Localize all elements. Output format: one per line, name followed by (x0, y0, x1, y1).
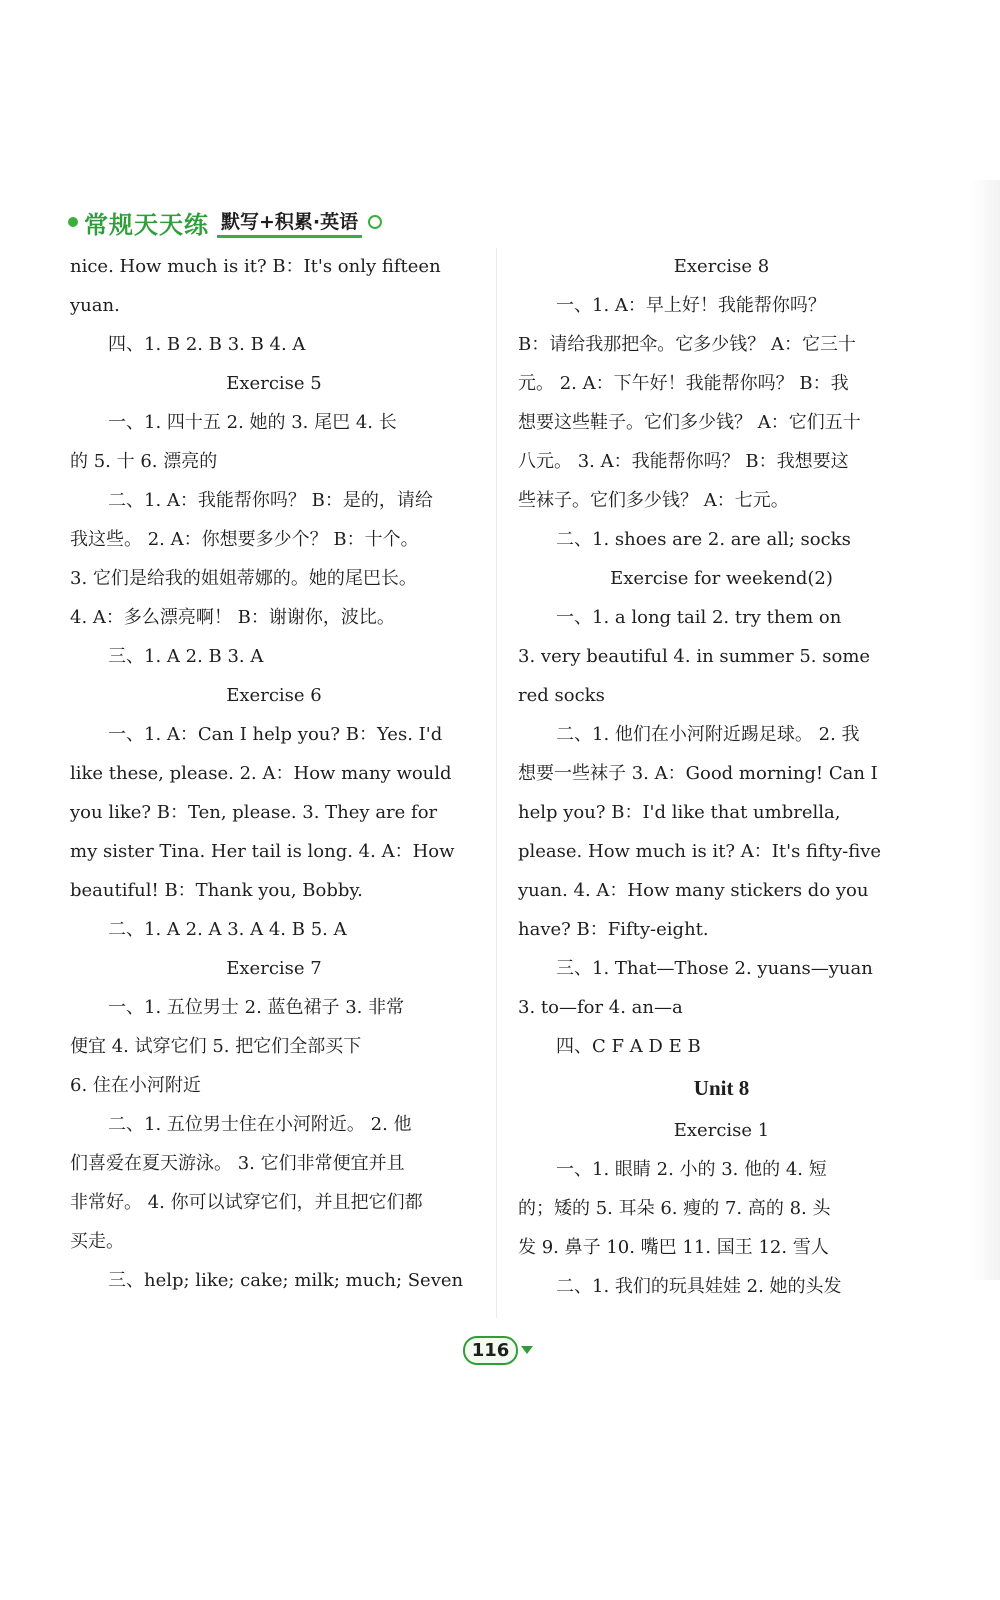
answer-line: 三、1. A 2. B 3. A (108, 646, 264, 667)
answer-line: 二、1. shoes are 2. are all; socks (556, 529, 851, 550)
exercise-title: Exercise 8 (673, 256, 770, 277)
answer-line: 4. A：多么漂亮啊！ B：谢谢你，波比。 (70, 607, 395, 628)
answer-line: 三、help; like; cake; milk; much; Seven (108, 1270, 464, 1291)
header-main-title: 常规天天练 (84, 210, 209, 239)
answer-line: nice. How much is it? B：It's only fifteen (70, 256, 441, 277)
answer-line: 一、1. a long tail 2. try them on (556, 607, 842, 628)
column-divider (496, 248, 497, 1318)
answer-line: 一、1. 眼睛 2. 小的 3. 他的 4. 短 (556, 1159, 827, 1180)
exercise-title: Exercise for weekend(2) (610, 568, 833, 589)
answer-line: 元。 2. A：下午好！我能帮你吗？ B：我 (518, 373, 849, 394)
answer-line: 三、1. That—Those 2. yuans—yuan (556, 958, 873, 979)
answer-line: beautiful! B：Thank you, Bobby. (70, 880, 363, 901)
answer-line: 想要一些袜子 3. A：Good morning! Can I (518, 763, 878, 784)
answer-line: 们喜爱在夏天游泳。 3. 它们非常便宜并且 (70, 1153, 405, 1174)
answer-line: red socks (518, 685, 605, 706)
unit-heading: Unit 8 (693, 1076, 750, 1100)
answer-line: 八元。 3. A：我能帮你吗？ B：我想要这 (518, 451, 849, 472)
answer-line: 发 9. 鼻子 10. 嘴巴 11. 国王 12. 雪人 (518, 1237, 829, 1258)
right-column (518, 247, 925, 1306)
answer-line: 些袜子。它们多少钱？ A：七元。 (518, 490, 789, 511)
answer-line: 便宜 4. 试穿它们 5. 把它们全部买下 (70, 1036, 362, 1057)
answer-line: 我这些。 2. A：你想要多少个？ B：十个。 (70, 529, 419, 550)
answer-line: 想要这些鞋子。它们多少钱？ A：它们五十 (518, 412, 861, 433)
answer-line: yuan. 4. A：How many stickers do you (518, 880, 869, 901)
answer-line: 一、1. A：Can I help you? B：Yes. I'd (108, 724, 443, 745)
answer-line: 一、1. 四十五 2. 她的 3. 尾巴 4. 长 (108, 412, 397, 433)
page-arrow-icon (521, 1346, 533, 1354)
answer-line: 的；矮的 5. 耳朵 6. 瘦的 7. 高的 8. 头 (518, 1198, 831, 1219)
answer-line: 买走。 (70, 1231, 124, 1252)
answer-line: you like? B：Ten, please. 3. They are for (70, 802, 438, 823)
exercise-title: Exercise 5 (226, 373, 322, 394)
left-column (70, 247, 478, 1300)
answer-line: help you? B：I'd like that umbrella, (518, 802, 841, 823)
answer-line: 二、1. 他们在小河附近踢足球。 2. 我 (556, 724, 860, 745)
page-edge-shadow (970, 180, 1000, 1280)
answer-line: 非常好。 4. 你可以试穿它们，并且把它们都 (70, 1192, 423, 1213)
answer-line: 3. to—for 4. an—a (518, 997, 683, 1018)
exercise-title: Exercise 7 (226, 958, 322, 979)
answer-line: B：请给我那把伞。它多少钱？ A：它三十 (518, 334, 856, 355)
answer-line: 一、1. A：早上好！我能帮你吗？ (556, 295, 826, 316)
page-header (68, 205, 408, 239)
answer-line: 四、C F A D E B (556, 1036, 701, 1057)
answer-line: 6. 住在小河附近 (70, 1075, 201, 1096)
answer-line: 二、1. 我们的玩具娃娃 2. 她的头发 (556, 1276, 842, 1297)
answer-line: 的 5. 十 6. 漂亮的 (70, 451, 218, 472)
answer-line: like these, please. 2. A：How many would (70, 763, 452, 784)
header-sub-title: 默写+积累·英语 (217, 207, 362, 238)
exercise-title: Exercise 1 (673, 1120, 770, 1141)
page-number: 116 (463, 1336, 519, 1365)
answer-line: please. How much is it? A：It's fifty-five (518, 841, 882, 862)
header-dot-icon (68, 217, 78, 227)
answer-line: 四、1. B 2. B 3. B 4. A (108, 334, 306, 355)
answer-line: 一、1. 五位男士 2. 蓝色裙子 3. 非常 (108, 997, 405, 1018)
answer-line: have? B：Fifty-eight. (518, 919, 709, 940)
exercise-title: Exercise 6 (226, 685, 322, 706)
header-end-circle-icon (368, 215, 382, 229)
answer-line: 二、1. A：我能帮你吗？ B：是的，请给 (108, 490, 433, 511)
page-number-badge (462, 1333, 534, 1367)
answer-line: 3. 它们是给我的姐姐蒂娜的。她的尾巴长。 (70, 568, 417, 589)
answer-line: 二、1. A 2. A 3. A 4. B 5. A (108, 919, 347, 940)
answer-line: my sister Tina. Her tail is long. 4. A：How (70, 841, 455, 862)
answer-line: 3. very beautiful 4. in summer 5. some (518, 646, 871, 667)
answer-line: 二、1. 五位男士住在小河附近。 2. 他 (108, 1114, 412, 1135)
answer-line: yuan. (70, 295, 120, 316)
